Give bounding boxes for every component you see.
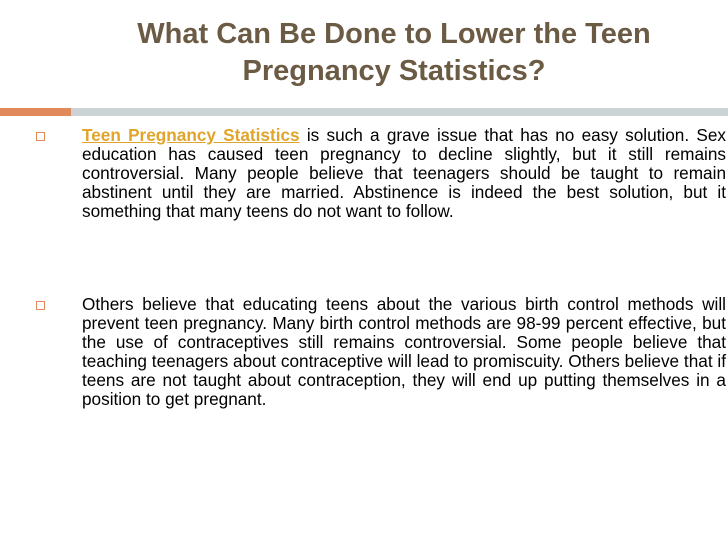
title-divider <box>0 108 728 116</box>
bullet-text <box>82 126 726 221</box>
square-bullet-icon <box>36 132 45 141</box>
slide-title: What Can Be Done to Lower the Teen Pregnancy Statistics? <box>137 18 651 87</box>
divider-accent-bar <box>0 108 71 116</box>
bullet-body-text: is such a grave issue that has no easy solution. Sex education has caused teen pregnancy to decline slightly, but it still remains controversial. Many people believe that teenagers should be taught to remain abstinent until they are married. Abstinence is indeed the best solution, but it something that many teens do not want to follow. <box>82 125 726 221</box>
bullet-text <box>82 295 726 409</box>
square-bullet-icon <box>36 301 45 310</box>
divider-rule <box>71 108 728 116</box>
bullet-body-text: Others believe that educating teens about the various birth control methods will prevent teen pregnancy. Many birth control methods are 98-99 percent effective, but the use of contraceptives still remains controversial. Some people believe that teaching teenagers about contraceptive will lead to promiscuity. Others believe that if teens are not taught about contraception, they will end up putting themselves in a position to get pregnant. <box>82 294 726 409</box>
teen-pregnancy-statistics-link[interactable]: Teen Pregnancy Statistics <box>82 125 300 145</box>
